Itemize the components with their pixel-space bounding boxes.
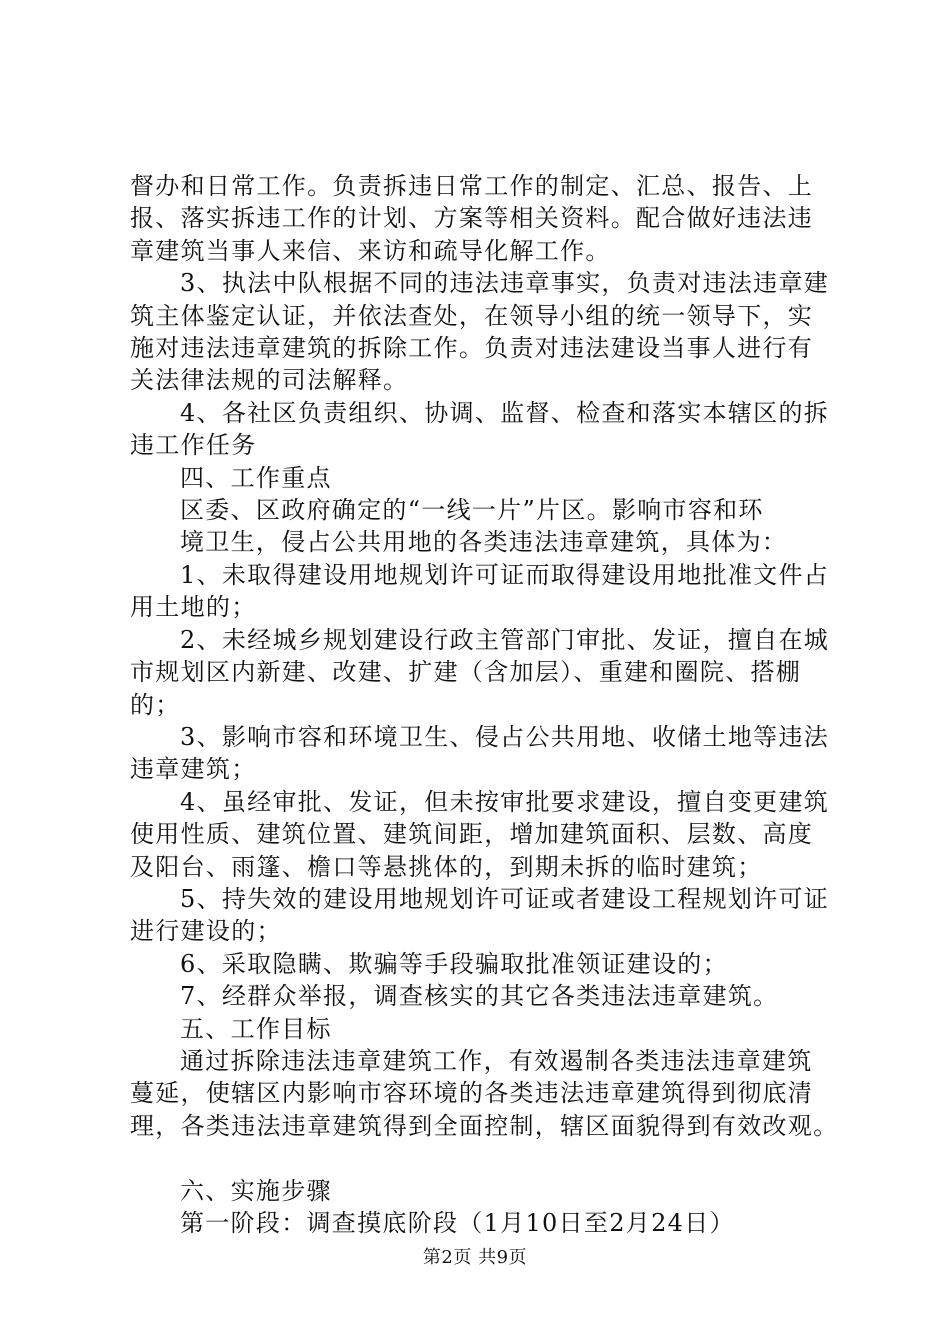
document-line: 1、未取得建设用地规划许可证而取得建设用地批准文件占 xyxy=(180,560,830,589)
document-line: 五、工作目标 xyxy=(180,1014,332,1043)
document-line: 及阳台、雨篷、檐口等悬挑体的，到期未拆的临时建筑； xyxy=(130,852,763,881)
document-line: 市规划区内新建、改建、扩建（含加层）、重建和圈院、搭棚 xyxy=(130,658,802,687)
document-line: 境卫生，侵占公共用地的各类违法违章建筑，具体为： xyxy=(180,528,788,557)
document-line: 四、工作重点 xyxy=(180,463,332,492)
document-line xyxy=(130,1142,830,1174)
document-line: 筑主体鉴定认证，并依法查处，在领导小组的统一领导下，实 xyxy=(130,301,814,330)
document-line: 进行建设的； xyxy=(130,917,282,946)
document-line: 蔓延，使辖区内影响市容环境的各类违法违章建筑得到彻底清 xyxy=(130,1079,814,1108)
document-line: 六、实施步骤 xyxy=(180,1176,332,1205)
document-line: 关法律法规的司法解释。 xyxy=(130,366,409,395)
document-line: 用土地的； xyxy=(130,593,257,622)
document-line: 督办和日常工作。负责拆违日常工作的制定、汇总、报告、上 xyxy=(130,172,814,200)
document-line: 通过拆除违法违章建筑工作，有效遏制各类违法违章建筑 xyxy=(180,1046,813,1075)
document-line: 7、经群众举报，调查核实的其它各类违法违章建筑。 xyxy=(180,982,779,1011)
document-line: 使用性质、建筑位置、建筑间距，增加建筑面积、层数、高度 xyxy=(130,820,814,849)
document-line: 5、持失效的建设用地规划许可证或者建设工程规划许可证 xyxy=(180,884,830,913)
document-line: 3、执法中队根据不同的违法违章事实，负责对违法违章建 xyxy=(180,269,830,298)
document-line: 违工作任务 xyxy=(130,431,257,460)
document-line: 报、落实拆违工作的计划、方案等相关资料。配合做好违法违 xyxy=(130,204,814,233)
document-line: 6、采取隐瞒、欺骗等手段骗取批准领证建设的； xyxy=(180,949,728,978)
document-line: 3、影响市容和环境卫生、侵占公共用地、收储土地等违法 xyxy=(180,722,830,751)
document-line: 第一阶段：调查摸底阶段（1月10日至2月24日） xyxy=(180,1208,735,1237)
document-line: 的； xyxy=(130,690,181,719)
document-line: 4、虽经审批、发证，但未按审批要求建设，擅自变更建筑 xyxy=(180,787,830,816)
document-line: 施对违法违章建筑的拆除工作。负责对违法建设当事人进行有 xyxy=(130,334,814,363)
document-line: 违章建筑； xyxy=(130,755,257,784)
document-line: 4、各社区负责组织、协调、监督、检查和落实本辖区的拆 xyxy=(180,398,830,427)
page-footer: 第2页 共9页 xyxy=(422,1247,528,1268)
document-line: 理，各类违法违章建筑得到全面控制，辖区面貌得到有效改观。 xyxy=(130,1111,839,1140)
document-line: 章建筑当事人来信、来访和疏导化解工作。 xyxy=(130,236,611,265)
document-line: 2、未经城乡规划建设行政主管部门审批、发证，擅自在城 xyxy=(180,625,830,654)
document-line: 区委、区政府确定的“一线一片”片区。影响市容和环 xyxy=(180,496,764,525)
document-body xyxy=(130,170,839,1239)
